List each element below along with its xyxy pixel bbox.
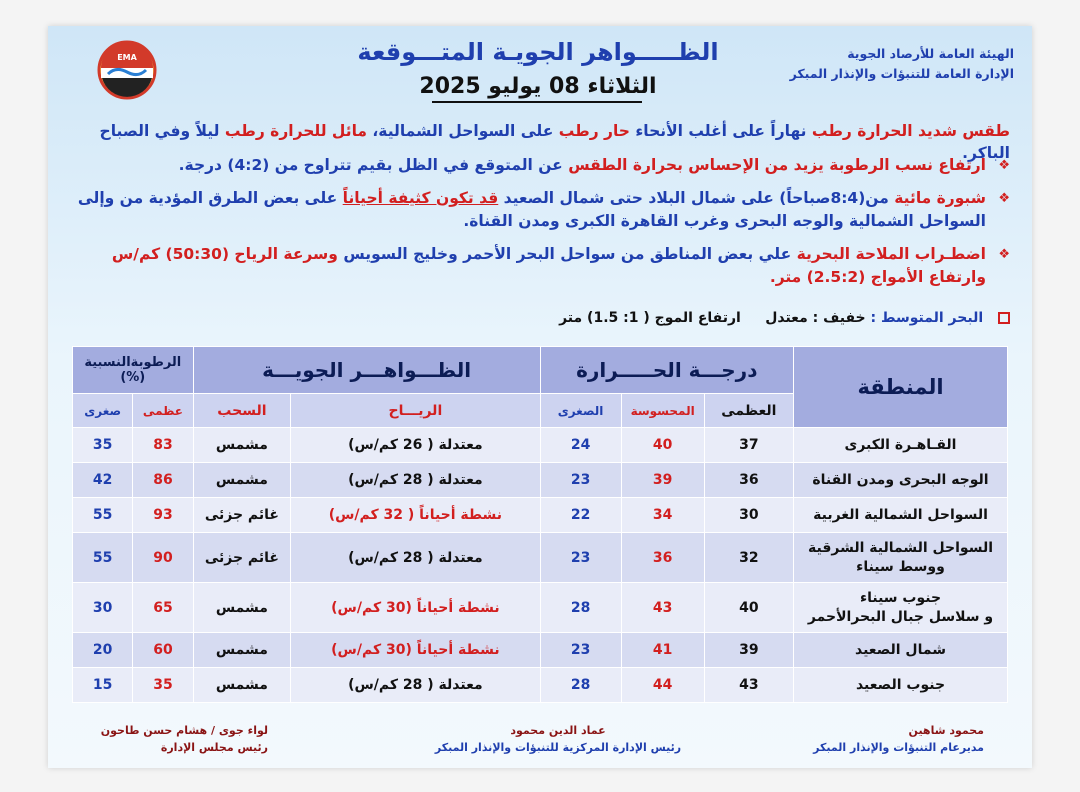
min-temp-header: الصغرى xyxy=(540,394,621,428)
humidity-min-cell: 55 xyxy=(73,533,133,583)
phenomena-header: الظـــواهـــر الجويـــة xyxy=(193,347,540,394)
logo-text: EMA xyxy=(117,53,137,62)
signature-right: محمود شاهين مديرعام التنبؤات والإنذار المبكر xyxy=(813,724,984,754)
table-row xyxy=(73,633,1008,668)
wind-cell: معتدلة ( 28 كم/س) xyxy=(291,463,540,498)
humidity-max-cell: 83 xyxy=(133,428,193,463)
signature-left: لواء جوى / هشام حسن طاحون رئيس مجلس الإدارة xyxy=(100,724,268,754)
max-temp-cell: 39 xyxy=(704,633,793,668)
humidity-min-cell: 35 xyxy=(73,428,133,463)
forecast-date: الثلاثاء 08 يوليو 2025 xyxy=(419,74,657,99)
wind-cell: معتدلة ( 28 كم/س) xyxy=(291,668,540,703)
clouds-cell: مشمس xyxy=(193,668,291,703)
region-line1: السواحل الشمالية الشرقية xyxy=(808,539,994,556)
max-temp-cell: 37 xyxy=(704,428,793,463)
summary-part4: على السواحل الشمالية، xyxy=(372,122,554,140)
region-header: المنطقة xyxy=(794,347,1008,428)
wind-cell: معتدلة ( 26 كم/س) xyxy=(291,428,540,463)
region-cell: السواحل الشمالية الغربية xyxy=(794,498,1008,533)
clouds-cell: مشمس xyxy=(193,633,291,668)
page-title: الظـــــواهر الجويـة المتـــوقعة xyxy=(357,38,719,66)
forecast-sheet xyxy=(48,26,1032,768)
clouds-cell: مشمس xyxy=(193,428,291,463)
clouds-cell: غائم جزئى xyxy=(193,533,291,583)
org-name: الهيئة العامة للأرصاد الجوية xyxy=(847,46,1014,61)
clouds-cell: مشمس xyxy=(193,583,291,633)
clouds-cell: مشمس xyxy=(193,463,291,498)
summary-part6: ليلاً وفي الصباح الباكر. xyxy=(99,122,1010,162)
ema-logo-icon xyxy=(92,38,162,102)
summary-part1: طقس شديد الحرارة رطب xyxy=(811,122,1010,140)
humidity-max-cell: 35 xyxy=(133,668,193,703)
wind-cell: نشطة أحياناً (30 كم/س) xyxy=(291,583,540,633)
region-cell xyxy=(794,583,1008,633)
feels-like-cell: 41 xyxy=(621,633,704,668)
humidity-header: الرطوبةالنسبية (%) xyxy=(73,347,194,394)
max-temp-cell: 40 xyxy=(704,583,793,633)
humidity-min-header: صغرى xyxy=(73,394,133,428)
region-cell: القـاهـرة الكبرى xyxy=(794,428,1008,463)
summary-part5: مائل للحرارة رطب xyxy=(224,122,368,140)
wind-cell: نشطة أحياناً ( 32 كم/س) xyxy=(291,498,540,533)
region-cell: الوجه البحرى ومدن القناة xyxy=(794,463,1008,498)
region-line2: ووسط سيناء xyxy=(856,558,945,575)
humidity-min-cell: 55 xyxy=(73,498,133,533)
bullet-fog: ❖ شبورة مائية من(8:4صباحاً) على شمال البلاد حتى شمال الصعيد قد تكون كثيفة أحياناً على بعض الطرق المؤدية من وإلى السواحل الشمالية والوجه البحرى وغرب القاهرة الكبرى ومدن القناة. xyxy=(77,189,1010,230)
feels-like-cell: 44 xyxy=(621,668,704,703)
table-row xyxy=(73,498,1008,533)
humidity-max-cell: 90 xyxy=(133,533,193,583)
org-department: الإدارة العامة للتنبؤات والإنذار المبكر xyxy=(789,66,1014,81)
temperature-header: درجـــة الحـــــرارة xyxy=(540,347,793,394)
clouds-cell: غائم جزئى xyxy=(193,498,291,533)
signature-center: عماد الدين محمود رئيس الإدارة المركزية للتنبؤات والإنذار المبكر xyxy=(434,724,682,754)
summary-part3: حار رطب xyxy=(558,122,630,140)
max-temp-cell: 43 xyxy=(704,668,793,703)
region-cell xyxy=(794,533,1008,583)
min-temp-cell: 22 xyxy=(540,498,621,533)
checkbox-bullet-icon xyxy=(998,312,1010,324)
diamond-bullet-icon: ❖ xyxy=(998,158,1010,173)
humidity-min-cell: 15 xyxy=(73,668,133,703)
max-temp-cell: 30 xyxy=(704,498,793,533)
region-line1: جنوب سيناء xyxy=(859,589,942,606)
forecast-table xyxy=(72,346,1008,703)
humidity-min-cell: 30 xyxy=(73,583,133,633)
region-cell: جنوب الصعيد xyxy=(794,668,1008,703)
humidity-max-cell: 86 xyxy=(133,463,193,498)
feels-like-cell: 39 xyxy=(621,463,704,498)
humidity-max-cell: 93 xyxy=(133,498,193,533)
min-temp-cell: 23 xyxy=(540,463,621,498)
mediterranean-sea-state: البحر المتوسط : خفيف : معتدل ارتفاع الموج ( 1: 1.5) متر xyxy=(60,308,1010,328)
table-row xyxy=(73,668,1008,703)
wind-cell: معتدلة ( 28 كم/س) xyxy=(291,533,540,583)
feels-like-cell: 40 xyxy=(621,428,704,463)
feels-like-cell: 34 xyxy=(621,498,704,533)
diamond-bullet-icon: ❖ xyxy=(998,191,1010,206)
region-line2: و سلاسل جبال البحرالأحمر xyxy=(807,608,994,625)
min-temp-cell: 23 xyxy=(540,533,621,583)
humidity-max-cell: 65 xyxy=(133,583,193,633)
humidity-max-header: عظمى xyxy=(133,394,193,428)
date-underline xyxy=(432,101,642,103)
bullet-humidity: ❖ ارتفاع نسب الرطوبة يزيد من الإحساس بحرارة الطقس عن المتوقع في الظل بقيم تتراوح من (4:2) درجة. xyxy=(60,154,1010,177)
feels-like-cell: 36 xyxy=(621,533,704,583)
summary-part2: نهاراً على أغلب الأنحاء xyxy=(635,122,807,140)
wind-header: الريـــاح xyxy=(291,394,540,428)
warning-bullets xyxy=(60,154,1010,299)
min-temp-cell: 24 xyxy=(540,428,621,463)
region-cell: شمال الصعيد xyxy=(794,633,1008,668)
min-temp-cell: 23 xyxy=(540,633,621,668)
wind-cell: نشطة أحياناً (30 كم/س) xyxy=(291,633,540,668)
forecast-rows xyxy=(73,428,1008,703)
table-row xyxy=(73,533,1008,583)
max-temp-header: العظمى xyxy=(704,394,793,428)
bullet-navigation: ❖ اضطـراب الملاحة البحرية علي بعض المناطق من سواحل البحر الأحمر وخليج السويس وسرعة الرياح (50:30) كم/س وارتفاع الأمواج (2.5:2) متر. xyxy=(111,245,1010,286)
feels-like-cell: 43 xyxy=(621,583,704,633)
max-temp-cell: 36 xyxy=(704,463,793,498)
humidity-min-cell: 42 xyxy=(73,463,133,498)
min-temp-cell: 28 xyxy=(540,583,621,633)
humidity-max-cell: 60 xyxy=(133,633,193,668)
table-row xyxy=(73,463,1008,498)
max-temp-cell: 32 xyxy=(704,533,793,583)
feels-like-header: المحسوسة xyxy=(621,394,704,428)
min-temp-cell: 28 xyxy=(540,668,621,703)
table-row xyxy=(73,428,1008,463)
clouds-header: السحب xyxy=(193,394,291,428)
humidity-min-cell: 20 xyxy=(73,633,133,668)
diamond-bullet-icon: ❖ xyxy=(998,247,1010,262)
table-row xyxy=(73,583,1008,633)
